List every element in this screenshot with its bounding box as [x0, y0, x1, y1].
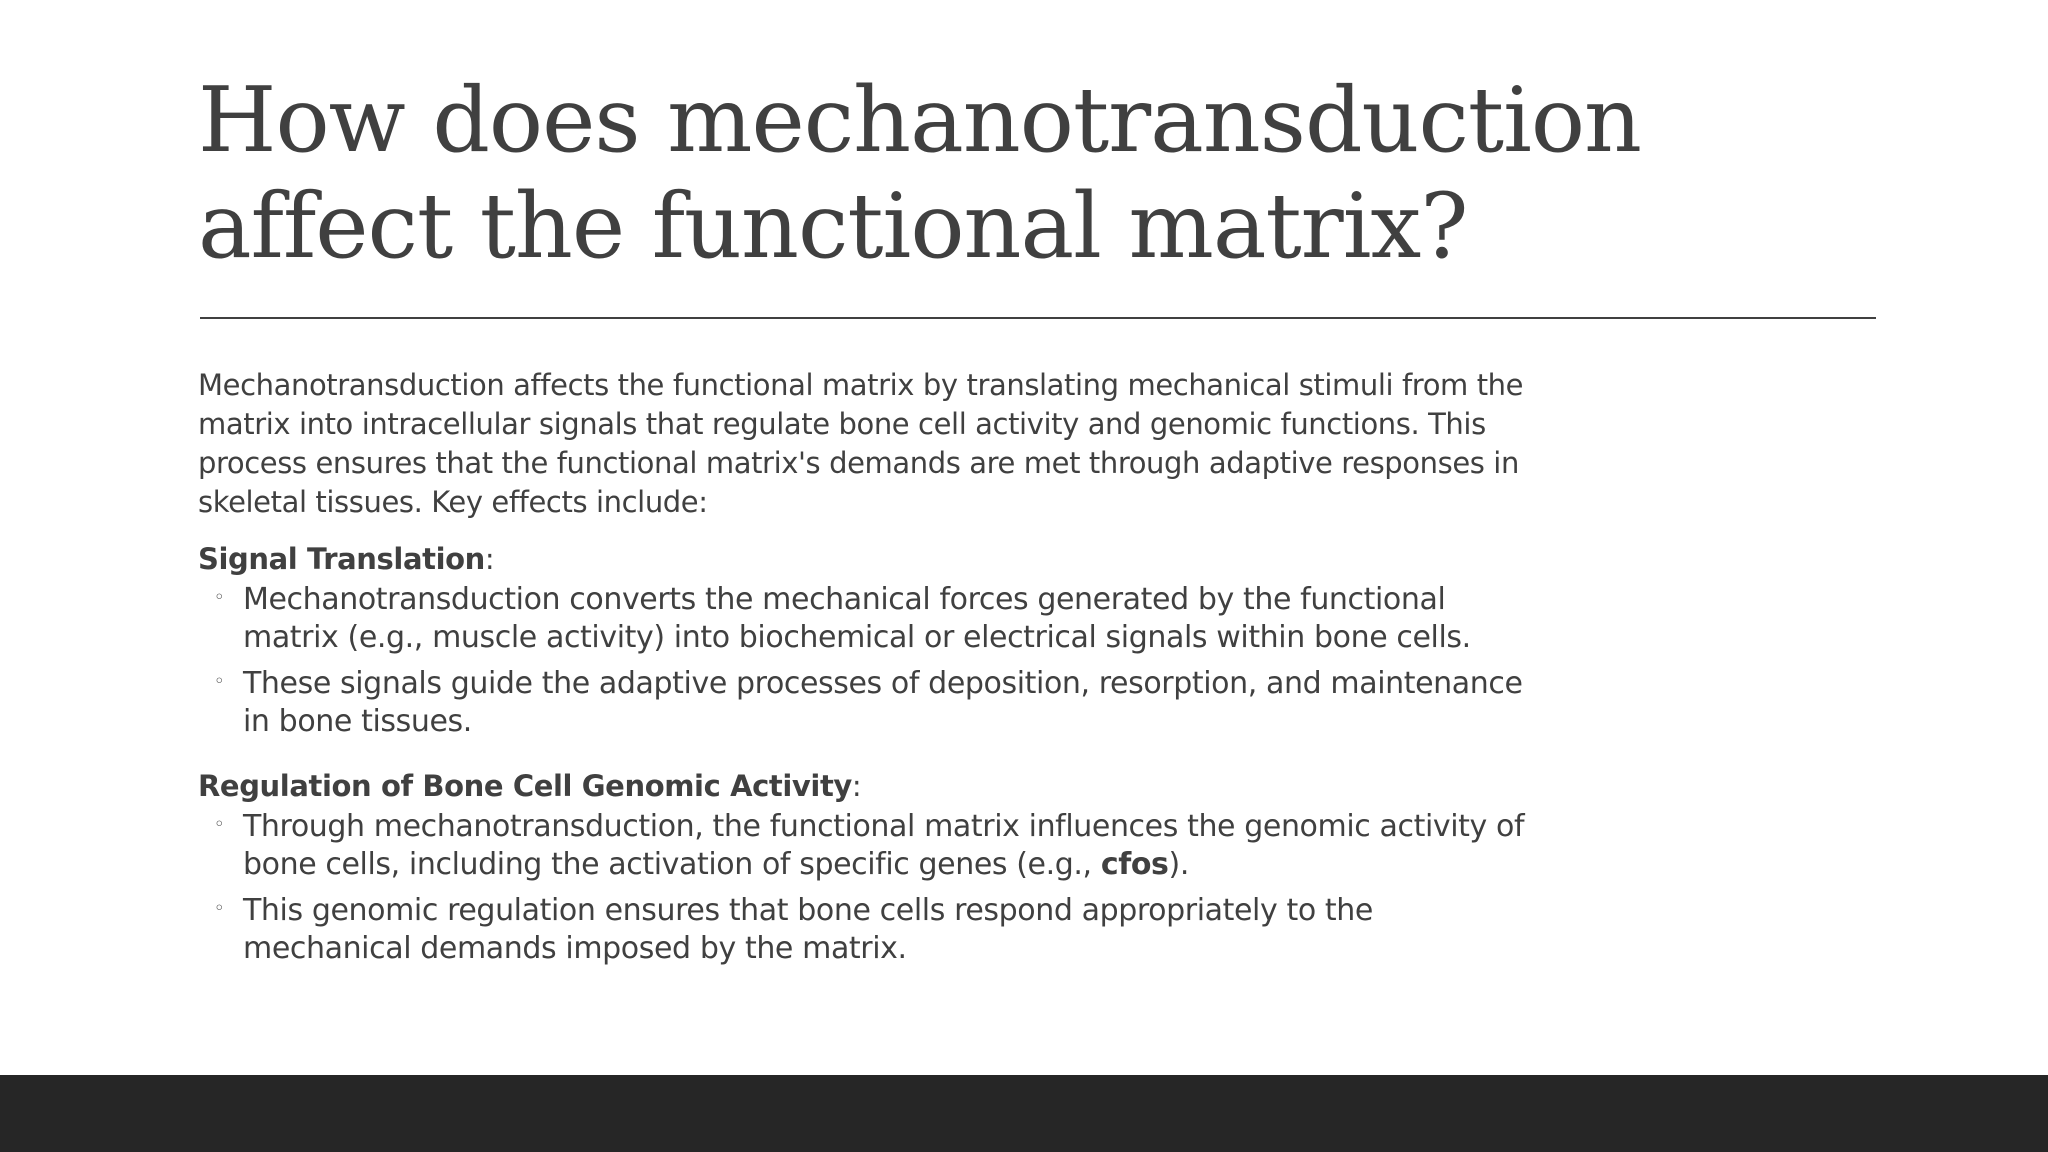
section-signal-translation [198, 540, 1538, 741]
bullet-item [198, 808, 1538, 884]
bullet-text-before: Through mechanotransduction, the functional matrix influences the genomic activity of bone cells, including the activation of specific genes (e.g., [243, 809, 1525, 882]
section-heading-suffix: : [851, 769, 862, 803]
slide-title: How does mechanotransduction affect the functional matrix? [198, 68, 1642, 279]
hollow-circle-bullet-icon: ◦ [214, 898, 225, 919]
section-genomic-regulation [198, 767, 1538, 968]
bullet-text: These signals guide the adaptive processes of deposition, resorption, and maintenance in bone tissues. [243, 666, 1523, 739]
section-heading-label: Signal Translation [198, 542, 485, 576]
slide-body [198, 366, 1538, 976]
bullet-item [198, 892, 1538, 968]
title-divider [200, 317, 1876, 319]
section-heading-suffix: : [484, 542, 495, 576]
bullet-text: Mechanotransduction converts the mechanical forces generated by the functional matrix (e.g., muscle activity) into biochemical or electrical signals within bone cells. [243, 582, 1471, 655]
bullet-text [243, 809, 1524, 882]
footer-bar [0, 1075, 2048, 1152]
bullet-text-after: ). [1168, 847, 1189, 882]
section-heading [198, 767, 1538, 806]
bullet-list [198, 808, 1538, 968]
bullet-text: This genomic regulation ensures that bone cells respond appropriately to the mechanical demands imposed by the matrix. [243, 893, 1373, 966]
hollow-circle-bullet-icon: ◦ [214, 671, 225, 692]
section-heading-label: Regulation of Bone Cell Genomic Activity [198, 769, 852, 803]
section-heading [198, 540, 1538, 579]
gene-name: cfos [1100, 847, 1169, 882]
bullet-item [198, 581, 1538, 657]
bullet-item [198, 665, 1538, 741]
hollow-circle-bullet-icon: ◦ [214, 814, 225, 835]
hollow-circle-bullet-icon: ◦ [214, 587, 225, 608]
intro-paragraph: Mechanotransduction affects the functional matrix by translating mechanical stimuli from the matrix into intracellular signals that regulate bone cell activity and genomic functions. This process ensures that the functional matrix's demands are met through adaptive responses in skeletal tissues. Key effects include: [198, 368, 1524, 519]
bullet-list [198, 581, 1538, 741]
